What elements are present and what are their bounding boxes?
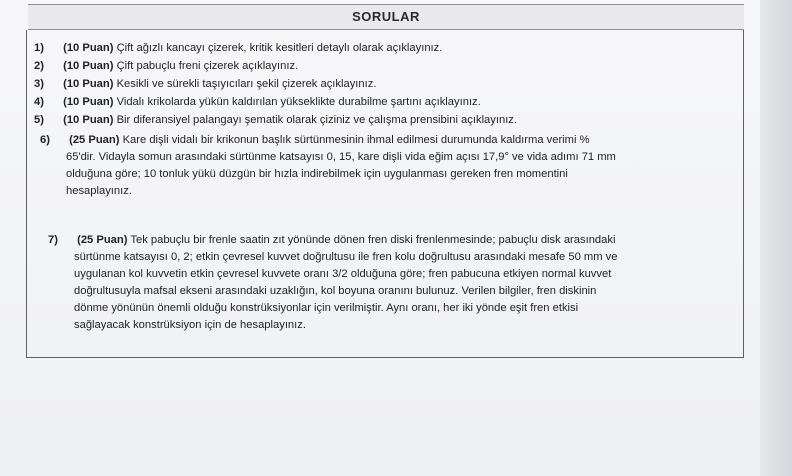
question-3 [34,76,376,93]
header-bar [28,4,744,30]
question-text-line: sürtünme katsayısı 0, 2; etkin çevresel kuvvet doğrultusu ile fren kolu doğrultusu arasındaki mesafe 50 mm ve [74,251,618,263]
question-text-line: 65'dir. Vidayla somun arasındaki sürtünme katsayısı 0, 15, kare dişli vida eğim açısı 17,9° ve vida adımı 71 mm [66,151,616,163]
question-number: 1) [34,42,44,54]
question-text-line: hesaplayınız. [66,185,132,197]
question-text: Çift pabuçlu freni çizerek açıklayınız. [116,60,299,72]
question-text-line: Tek pabuçlu bir frenle saatin zıt yönünde dönen fren diski frenlenmesinde; pabuçlu disk arasındaki [130,234,616,246]
question-number: 3) [34,78,44,90]
question-4 [34,94,481,111]
question-points: (10 Puan) [63,114,114,126]
question-points: (10 Puan) [63,78,114,90]
question-7 [48,232,738,334]
question-text-line: uygulanan kol kuvvetin etkin çevresel kuvvete oranı 3/2 olduğuna göre; fren pabucuna etkiyen normal kuvvet [74,268,612,280]
question-2 [34,58,298,75]
question-points: (10 Puan) [63,96,114,108]
page-edge-shadow [760,0,792,476]
question-1 [34,40,442,57]
question-6 [40,132,740,200]
question-text: Bir diferansiyel palangayı şematik olarak çiziniz ve çalışma prensibini açıklayınız. [116,114,518,126]
question-number: 4) [34,96,44,108]
question-number: 5) [34,114,44,126]
question-points: (25 Puan) [69,134,120,146]
question-text-line: sağlayacak konstrüksiyon için de hesaplayınız. [74,319,306,331]
question-5 [34,112,517,129]
question-text: Kesikli ve sürekli taşıyıcıları şekil çizerek açıklayınız. [116,78,377,90]
question-text: Vidalı krikolarda yükün kaldırılan yükseklikte durabilme şartını açıklayınız. [116,96,481,108]
question-number: 2) [34,60,44,72]
question-number: 6) [40,134,50,146]
question-points: (10 Puan) [63,60,114,72]
question-text-line: Kare dişli vidalı bir krikonun başlık sürtünmesinin ihmal edilmesi durumunda kaldırma verimi % [122,134,590,146]
question-points: (10 Puan) [63,42,114,54]
question-points: (25 Puan) [77,234,128,246]
page-title: SORULAR [352,9,420,24]
question-text-line: olduğuna göre; 10 tonluk yükü düzgün bir hızla indirebilmek için uygulanması gereken fren momentini [66,168,568,180]
question-text-line: doğrultusuyla mafsal ekseni arasındaki uzaklığın, kol boyuna oranını bulunuz. Verilen bilgiler, fren diskinin [74,285,597,297]
question-text: Çift ağızlı kancayı çizerek, kritik kesitleri detaylı olarak açıklayınız. [116,42,443,54]
question-text-line: dönme yönünün önemli olduğu konstrüksiyonlar için verilmiştir. Aynı oranı, her iki yönde eşit fren etkisi [74,302,579,314]
question-number: 7) [48,234,58,246]
